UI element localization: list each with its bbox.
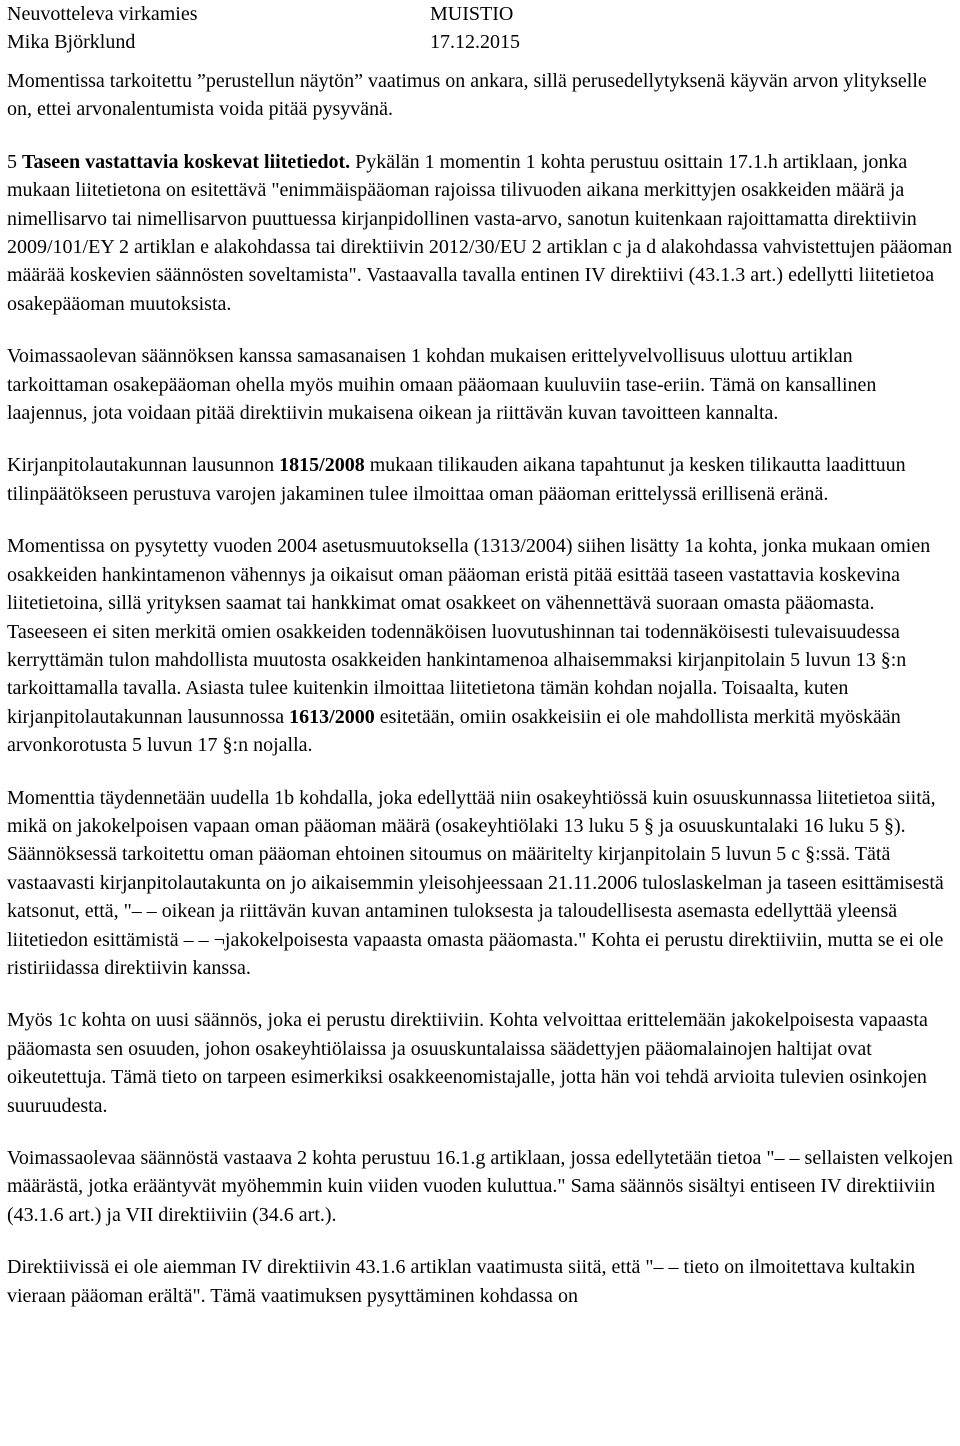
- paragraph-1: Momentissa tarkoitettu ”perustellun näytön” vaatimus on ankara, sillä perusedellytyksenä käyvän arvon ylitykselle on, ettei arvonalentumista voida pitää pysyvänä.: [7, 70, 927, 121]
- document-page: [7, 0, 955, 1316]
- paragraph-4: [7, 451, 955, 508]
- author-title: Neuvotteleva virkamies: [7, 3, 198, 25]
- statement-reference: 1613/2000: [289, 705, 375, 728]
- paragraph-2-text: Pykälän 1 momentin 1 kohta perustuu osittain 17.1.h artiklaan, jonka mukaan liitetietona on esitettävä "enimmäispääoman rajoissa tilivuoden aikana merkittyjen osakkeiden määrä ja nimellisarvo tai nimellisarvon puuttuessa kirjanpidollinen vasta-arvo, sanotun kuitenkaan rajoittamatta direktiivin 2009/101/EY 2 artiklan e alakohdassa tai direktiivin 2012/30/EU 2 artiklan c ja d alakohdassa vahvistettujen pääoman määrää koskevien säännösten soveltamista". Vastaavalla tavalla entinen IV direktiivi (43.1.3 art.) edellytti liitetietoa osakepääoman muutoksista.: [7, 150, 953, 315]
- paragraph-6: Momenttia täydennetään uudella 1b kohdalla, joka edellyttää niin osakeyhtiössä kuin osuuskunnassa liitetietoa siitä, mikä on jakokelpoisen vapaan oman pääoman määrä (osakeyhtiölaki 13 luku 5 § ja osuuskuntalaki 16 luku 5 §). Säännöksessä tarkoitettu oman pääoman ehtoinen sitoumus on määritelty kirjanpitolain 5 luvun 5 c §:ssä. Tätä vastaavasti kirjanpitolautakunta on jo aikaisemmin yleisohjeessaan 21.11.2006 tuloslaskelman ja taseen esittämisestä katsonut, että, "– – oikean ja riittävän kuvan antaminen tuloksesta ja taloudellisesta asemasta edellyttää yleensä liitetiedon esittämistä – – ¬jakokelpoisesta vapaasta omasta pääomasta." Kohta ei perustu direktiiviin, mutta se ei ole ristiriidassa direktiivin kanssa.: [7, 786, 944, 979]
- paragraph-5-prefix: Momentissa on pysytetty vuoden 2004 asetusmuutoksella (1313/2004) siihen lisätty 1a kohta, jonka mukaan omien osakkeiden hankintamenon vähennys ja oikaisut oman pääoman eristä pitää esittää taseen vastattavia koskevina liitetietoina, sillä yrityksen saamat tai hankkimat omat osakkeet on vähennettävä suoraan omasta pääomasta. Taseeseen ei siten merkitä omien osakkeiden todennäköisen luovutushinnan tai todennäköisesti tulevaisuudessa kerryttämän tulon mahdollista muutosta osakkeiden hankintamenoa alhaisemmaksi kirjanpitolain 5 luvun 13 §:n tarkoittamalla tavalla. Asiasta tulee kuitenkin ilmoittaa liitetietona tämän kohdan nojalla. Toisaalta, kuten kirjanpitolautakunnan lausunnossa: [7, 535, 931, 728]
- paragraph-3: Voimassaolevan säännöksen kanssa samasanaisen 1 kohdan mukaisen erittelyvelvollisuus ulottuu artiklan tarkoittaman osakepääoman ohella myös muihin omaan pääomaan kuuluviin tase-eriin. Tämä on kansallinen laajennus, jota voidaan pitää direktiivin mukaisena oikean ja riittävän kuvan tavoitteen kannalta.: [7, 345, 877, 425]
- header-row-1: [7, 0, 955, 28]
- paragraph-2-prefix: 5: [7, 150, 22, 173]
- document-body: [7, 67, 955, 1310]
- paragraph-9: Direktiivissä ei ole aiemman IV direktiivin 43.1.6 artiklan vaatimusta siitä, että "– – tieto on ilmoitettava kultakin vieraan pääoman erältä". Tämä vaatimuksen pysyttäminen kohdassa on: [7, 1256, 916, 1307]
- author-name: Mika Björklund: [7, 31, 136, 53]
- statement-reference: 1815/2008: [279, 454, 365, 477]
- document-date: 17.12.2015: [430, 31, 520, 53]
- paragraph-4-prefix: Kirjanpitolautakunnan lausunnon: [7, 454, 280, 477]
- header-row-2: [7, 28, 955, 56]
- section-heading: Taseen vastattavia koskevat liitetiedot.: [22, 150, 351, 173]
- paragraph-2: [7, 148, 955, 318]
- paragraph-4-text: mukaan tilikauden aikana tapahtunut ja kesken tilikautta laadittuun tilinpäätökseen perustuva varojen jakaminen tulee ilmoittaa oman pääoman erittelyssä erillisenä eränä.: [7, 454, 906, 505]
- paragraph-8: Voimassaolevaa säännöstä vastaava 2 kohta perustuu 16.1.g artiklaan, jossa edellytetään tietoa "– – sellaisten velkojen määrästä, jotka erääntyvät myöhemmin kuin viiden vuoden kuluttua." Sama säännös sisältyi entiseen IV direktiiviin (43.1.6 art.) ja VII direktiiviin (34.6 art.).: [7, 1147, 953, 1226]
- document-type: MUISTIO: [430, 3, 514, 25]
- paragraph-7: Myös 1c kohta on uusi säännös, joka ei perustu direktiiviin. Kohta velvoittaa erittelemään jakokelpoisesta vapaasta pääomasta sen osuuden, johon osakeyhtiölaissa ja osuuskuntalaissa säädettyjen pääomalainojen haltijat ovat oikeutettuja. Tämä tieto on tarpeen esimerkiksi osakkeenomistajalle, jotta hän voi tehdä arvioita tulevien osinkojen suuruudesta.: [7, 1009, 928, 1117]
- paragraph-5-text: esitetään, omiin osakkeisiin ei ole mahdollista merkitä myöskään arvonkorotusta 5 luvun 17 §:n nojalla.: [7, 705, 901, 757]
- paragraph-5: [7, 532, 955, 759]
